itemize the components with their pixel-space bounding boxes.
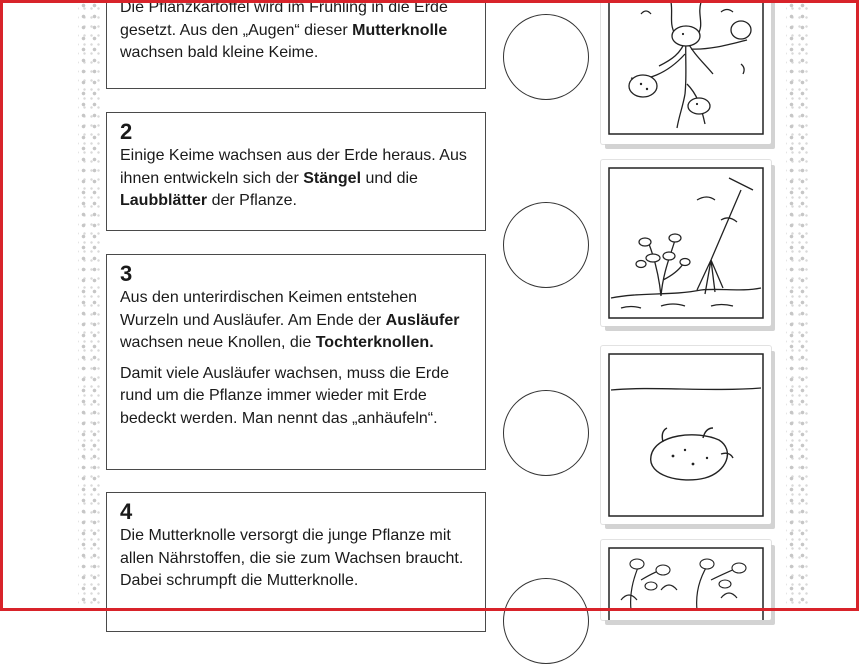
text-run: Damit viele Ausläufer wachsen, muss die Erde rund um die Pflanze immer wieder mit Erde bedeckt werden. Man nennt das „anhäufeln“.: [120, 364, 450, 427]
bold-term: Mutterknolle: [352, 21, 448, 39]
step-text: [120, 287, 473, 430]
step-paragraph: [120, 145, 473, 213]
illustration-card-sprout: [601, 160, 771, 326]
answer-circle-1[interactable]: [503, 14, 589, 100]
step-paragraph: [120, 525, 473, 593]
seed-potato-illustration: [601, 346, 771, 524]
step-number: 3: [120, 261, 133, 286]
text-run: der Pflanze.: [207, 192, 297, 209]
sprout-and-fork-illustration: [601, 160, 771, 326]
answer-circle-3[interactable]: [503, 390, 589, 476]
bold-term: Laubblätter: [120, 192, 208, 209]
step-text: [120, 0, 473, 65]
step-3-textbox: [106, 254, 486, 470]
step-text: [120, 525, 473, 593]
illustration-card-roots: [601, 0, 771, 144]
answer-circle-4[interactable]: [503, 578, 589, 664]
text-run: Die Mutterknolle versorgt die junge Pflanze mit allen Nährstoffen, die sie zum Wachsen braucht. Dabei schrumpft die Mutterknolle.: [120, 527, 464, 589]
bold-term: Stängel: [303, 169, 362, 187]
decorative-border-left: [78, 0, 100, 611]
illustration-card-seed-potato: [601, 346, 771, 524]
text-run: wachsen bald kleine Keime.: [120, 44, 319, 61]
text-run: Die Pflanzkartoffel wird im Frühling in die Erde gesetzt. Aus den „Augen“ dieser: [120, 0, 448, 39]
illustration-card-plants: [601, 540, 771, 620]
step-paragraph: [120, 0, 473, 65]
step-paragraph: [120, 287, 473, 355]
text-run: Einige Keime wachsen aus der Erde heraus. Aus ihnen entwickeln sich der: [120, 147, 467, 187]
bold-term: Ausläufer: [385, 311, 460, 329]
answer-circle-2[interactable]: [503, 202, 589, 288]
decorative-border-right: [786, 0, 808, 611]
step-text: [120, 145, 473, 213]
grown-plants-illustration: [601, 540, 771, 620]
step-4-textbox: [106, 492, 486, 632]
step-2-textbox: [106, 112, 486, 231]
step-1-textbox: [106, 0, 486, 89]
text-run: wachsen neue Knollen, die: [120, 334, 316, 351]
step-paragraph: [120, 363, 473, 431]
step-number: 2: [120, 119, 133, 144]
potato-roots-illustration: [601, 0, 771, 144]
step-number: 4: [120, 499, 133, 524]
text-run: Aus den unterirdischen Keimen entstehen Wurzeln und Ausläufer. Am Ende der: [120, 289, 418, 329]
bold-term: Tochterknollen.: [315, 334, 434, 351]
text-run: und die: [361, 169, 418, 187]
